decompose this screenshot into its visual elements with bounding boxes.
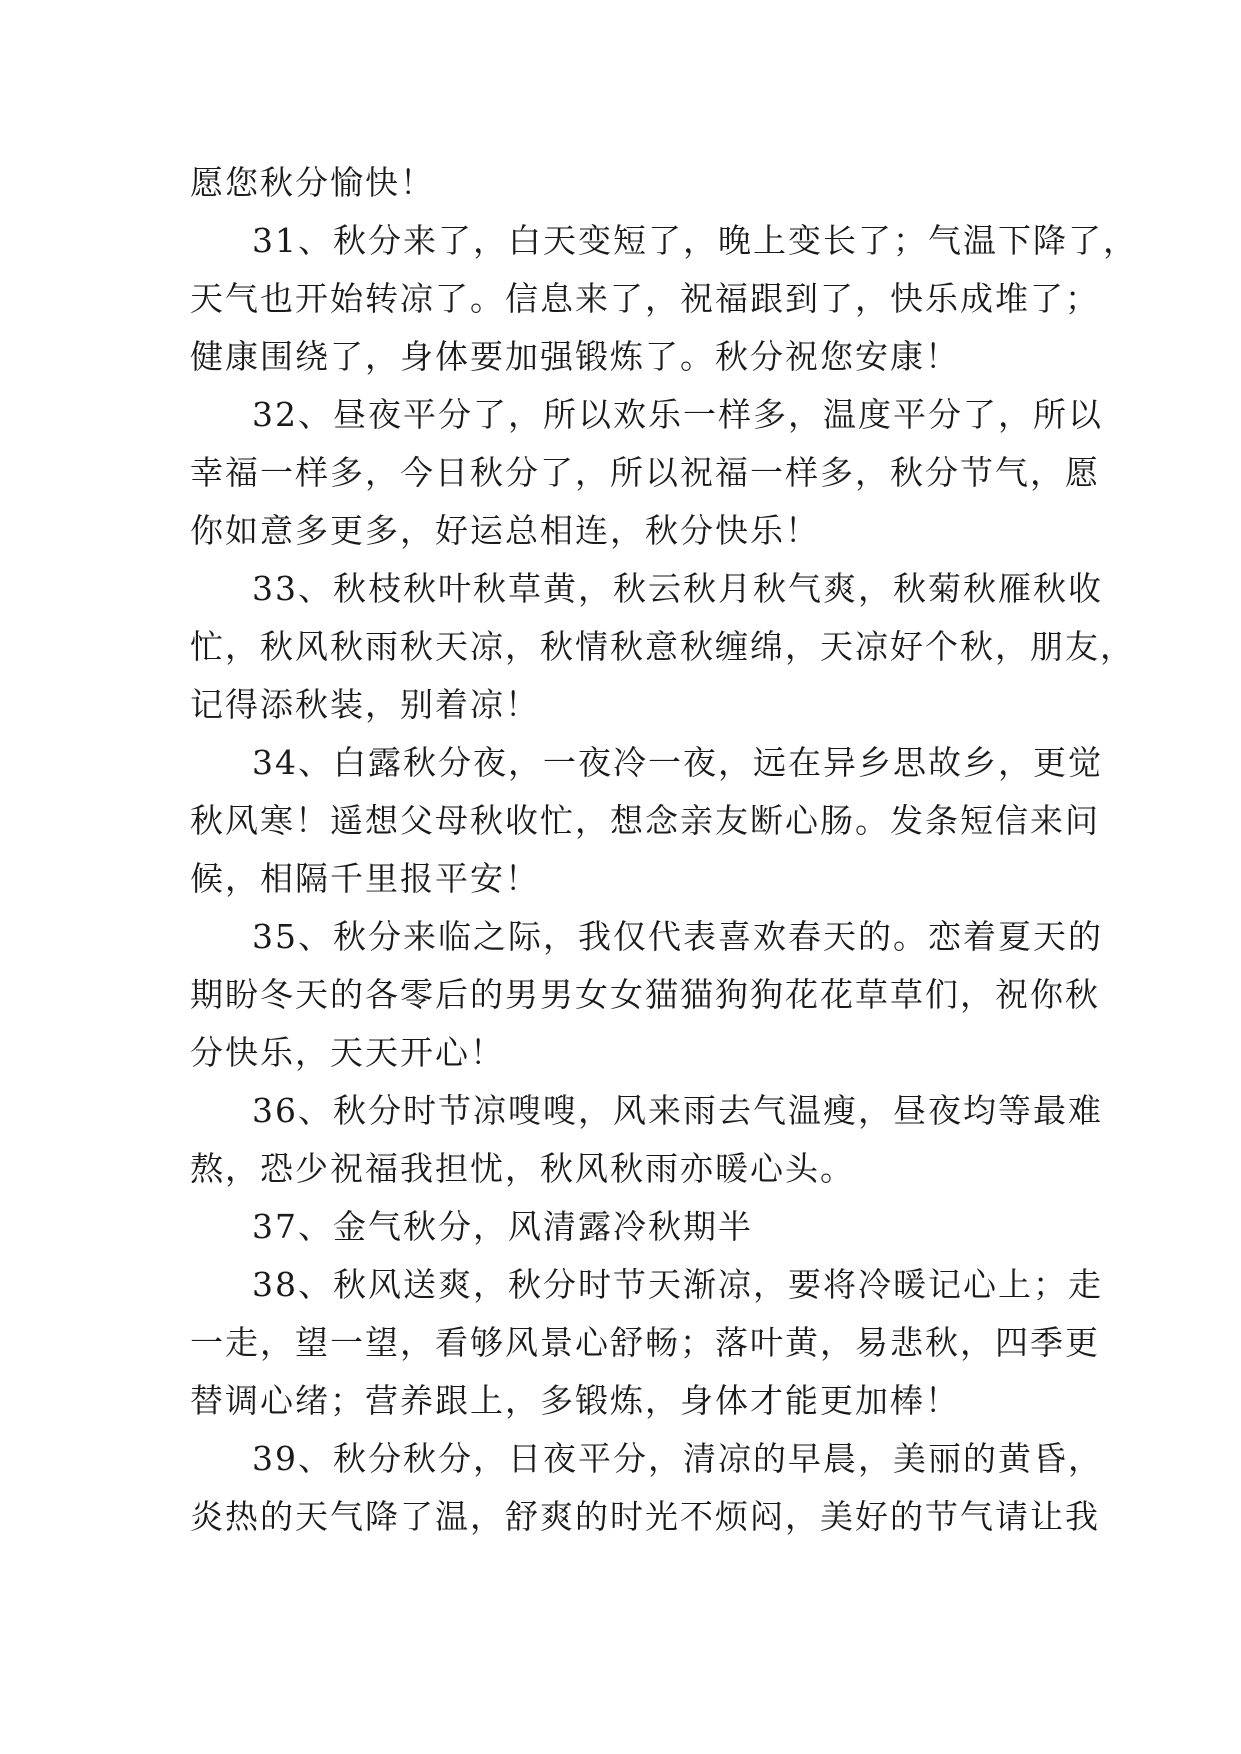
text-line: 愿您秋分愉快！ bbox=[190, 163, 435, 202]
text-line: 38、秋风送爽，秋分时节天渐凉，要将冷暖记心上；走 bbox=[252, 1265, 1103, 1304]
text-line: 熬，恐少祝福我担忧，秋风秋雨亦暖心头。 bbox=[190, 1149, 855, 1188]
text-line: 39、秋分秋分，日夜平分，清凉的早晨，美丽的黄昏， bbox=[252, 1439, 1103, 1478]
text-line: 记得添秋装，别着凉！ bbox=[190, 685, 540, 724]
text-line: 炎热的天气降了温，舒爽的时光不烦闷，美好的节气请让我 bbox=[190, 1497, 1100, 1536]
text-line: 健康围绕了，身体要加强锻炼了。秋分祝您安康！ bbox=[190, 337, 960, 376]
text-line: 35、秋分来临之际，我仅代表喜欢春天的。恋着夏天的 bbox=[252, 917, 1103, 956]
text-line: 34、白露秋分夜，一夜冷一夜，远在异乡思故乡，更觉 bbox=[252, 743, 1103, 782]
text-line: 你如意多更多，好运总相连，秋分快乐！ bbox=[190, 511, 820, 550]
text-line: 天气也开始转凉了。信息来了，祝福跟到了，快乐成堆了； bbox=[190, 279, 1100, 318]
text-line: 32、昼夜平分了，所以欢乐一样多，温度平分了，所以 bbox=[252, 395, 1103, 434]
text-line: 36、秋分时节凉嗖嗖，风来雨去气温瘦，昼夜均等最难 bbox=[252, 1091, 1103, 1130]
text-line: 37、金气秋分，风清露冷秋期半 bbox=[252, 1207, 753, 1246]
text-line: 幸福一样多，今日秋分了，所以祝福一样多，秋分节气，愿 bbox=[190, 453, 1100, 492]
text-line: 替调心绪；营养跟上，多锻炼，身体才能更加棒！ bbox=[190, 1381, 960, 1420]
text-line: 33、秋枝秋叶秋草黄，秋云秋月秋气爽，秋菊秋雁秋收 bbox=[252, 569, 1103, 608]
text-line: 一走，望一望，看够风景心舒畅；落叶黄，易悲秋，四季更 bbox=[190, 1323, 1100, 1362]
text-line: 秋风寒！遥想父母秋收忙，想念亲友断心肠。发条短信来问 bbox=[190, 801, 1100, 840]
text-line: 分快乐，天天开心！ bbox=[190, 1033, 505, 1072]
text-line: 候，相隔千里报平安！ bbox=[190, 859, 540, 898]
text-line: 忙，秋风秋雨秋天凉，秋情秋意秋缠绵，天凉好个秋，朋友， bbox=[190, 627, 1135, 666]
text-line: 期盼冬天的各零后的男男女女猫猫狗狗花花草草们，祝你秋 bbox=[190, 975, 1100, 1014]
text-line: 31、秋分来了，白天变短了，晚上变长了；气温下降了， bbox=[252, 221, 1138, 260]
